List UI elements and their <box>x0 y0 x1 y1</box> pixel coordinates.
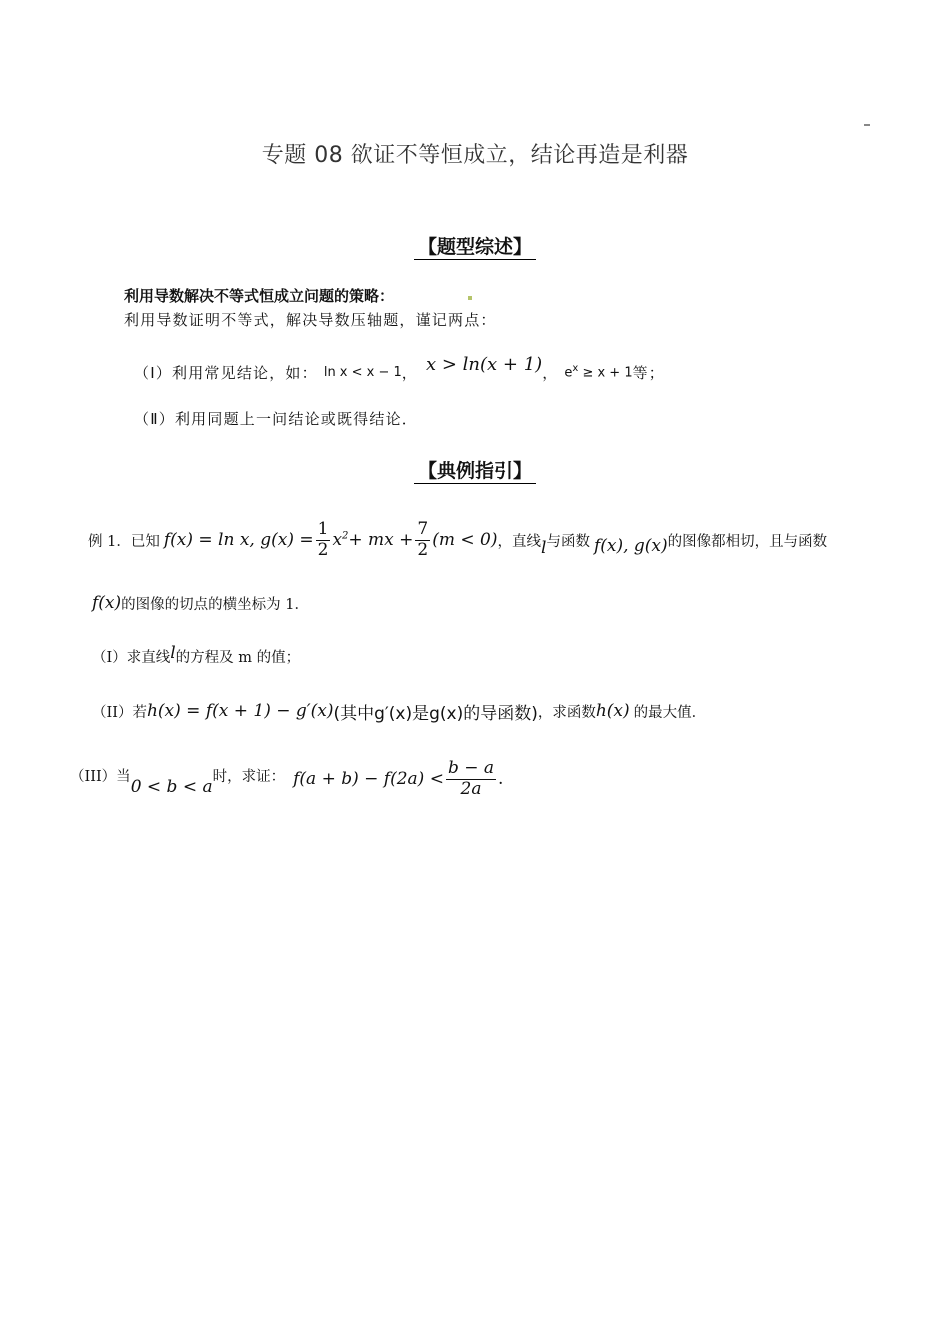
example-1 <box>88 514 827 566</box>
term-mx: + mx + <box>348 530 414 550</box>
example-text: 的图像的切点的横坐标为 1． <box>121 596 309 613</box>
question-3-text: 时，求证： <box>212 768 286 785</box>
fraction-den: 2 <box>317 539 329 560</box>
section-heading-examples-text: 【典例指引】 <box>414 460 536 484</box>
question-1-label: （I）求直线 <box>92 649 171 666</box>
formula-x-ln: x > ln(x + 1) <box>426 353 543 375</box>
inequality-lhs: f(a + b) − f(2a) < <box>293 769 444 789</box>
separator: ， <box>542 363 559 382</box>
condition-b-a: 0 < b < a <box>130 777 213 797</box>
question-2-label: （II）若 <box>92 704 147 721</box>
fraction-seven-halves <box>415 520 430 560</box>
formula-hx: h(x) <box>595 701 630 721</box>
point-1-label: （Ⅰ）利用常见结论，如： <box>134 363 318 382</box>
fraction-half <box>316 520 331 560</box>
example-text: ，直线 <box>497 533 542 550</box>
question-1-text: 的方程及 m 的值； <box>175 649 301 666</box>
example-text: 的图像都相切，且与函数 <box>667 533 828 550</box>
separator: ， <box>401 363 418 382</box>
fraction-den: 2 <box>417 539 429 560</box>
strategy-intro: 利用导数证明不等式，解决导数压轴题，谨记两点： <box>124 311 497 329</box>
question-2-text: 的最大值． <box>633 704 707 721</box>
example-text: 与函数 <box>546 533 590 550</box>
point-1 <box>134 352 665 392</box>
page-title: 专题 08 欲证不等恒成立，结论再造是利器 <box>261 143 689 168</box>
strategy-heading <box>124 285 394 306</box>
formula-h: h(x) = f(x + 1) − g′(x) <box>146 701 334 721</box>
term-x-squared <box>332 530 348 550</box>
formula-note: (其中g′(x)是g(x)的导函数) <box>333 703 538 724</box>
exp-base: e <box>564 365 573 381</box>
fraction-num: 7 <box>417 518 429 539</box>
example-1-continued <box>92 588 309 618</box>
fraction-den: 2a <box>460 778 482 799</box>
fraction-b-a <box>446 759 496 799</box>
x-power: 2 <box>342 530 349 542</box>
exp-rest: ≥ x + 1 <box>578 365 633 381</box>
section-heading-overview <box>0 232 950 259</box>
symbol-l: l <box>541 538 547 558</box>
section-heading-overview-text: 【题型综述】 <box>414 236 536 260</box>
formula-lnx: ln x < x − 1 <box>323 364 402 380</box>
section-heading-examples <box>0 456 950 483</box>
question-2 <box>92 696 706 726</box>
question-2-text: ，求函数 <box>537 704 596 721</box>
corner-mark <box>864 124 870 126</box>
point-1-end: 等； <box>632 363 666 382</box>
example-label: 例 1．已知 <box>88 533 160 550</box>
period: . <box>498 769 504 789</box>
marker-dot <box>468 296 472 300</box>
question-3 <box>70 752 503 806</box>
condition-m: (m < 0) <box>432 530 498 550</box>
formula-exp <box>564 363 632 380</box>
exp-power: x <box>572 363 579 375</box>
formula-f-g: f(x) = ln x, g(x) = <box>163 530 314 550</box>
fraction-num: b − a <box>447 757 495 778</box>
fraction-num: 1 <box>317 518 329 539</box>
question-3-label: （III）当 <box>70 768 131 785</box>
question-1 <box>92 642 300 670</box>
formula-fx: f(x) <box>92 593 122 613</box>
x-base: x <box>332 530 343 550</box>
formula-fx-gx: f(x), g(x) <box>593 536 668 556</box>
point-2: （Ⅱ）利用同题上一问结论或既得结论． <box>134 410 418 428</box>
symbol-l: l <box>170 643 176 663</box>
strategy-heading-text: 利用导数解决不等式恒成立问题的策略： <box>124 287 395 305</box>
